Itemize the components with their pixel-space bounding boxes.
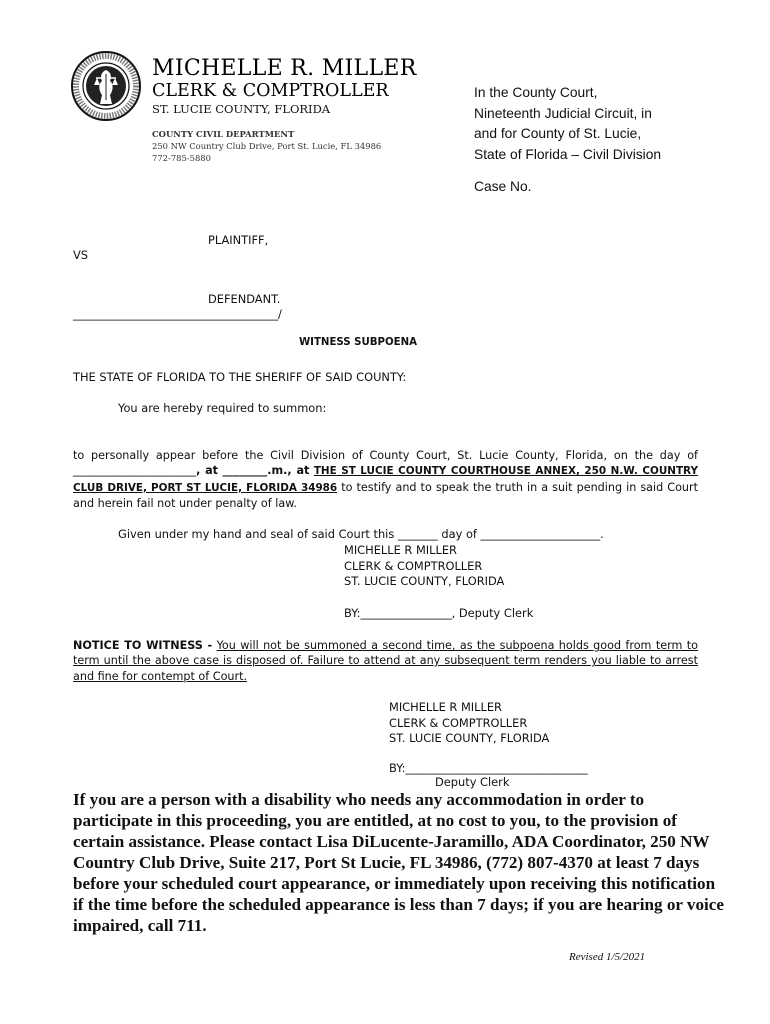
court-line: In the County Court, [474, 85, 598, 100]
department-title: COUNTY CIVIL DEPARTMENT [152, 129, 295, 139]
notice-label: NOTICE TO WITNESS - [73, 639, 213, 652]
defendant-label: DEFENDANT. [208, 292, 281, 306]
clerk-office: CLERK & COMPTROLLER [152, 81, 389, 101]
signer-name: MICHELLE R MILLER [389, 700, 502, 714]
ada-accommodation-notice: If you are a person with a disability who needs any accommodation in order to participate in this proceeding, you are entitled, at no cost to you, to the provision of certain assistance. Please contact Lisa DiLucente-Jaramillo, ADA Coordinator, 250 NW Country Club Drive, Suite 217, Port St Lucie, FL 34986, (772) 807-4370 at least 7 days before your scheduled court appearance, or immediately upon receiving this notification if the time before the scheduled appearance is less than 7 days; if you are hearing or voice impaired, call 711. [73, 790, 724, 935]
signature-block-second [389, 700, 549, 747]
court-caption [474, 83, 661, 165]
given-under-seal-line: Given under my hand and seal of said Court this _______ day of _____________________. [118, 527, 604, 541]
appearance-paragraph [73, 448, 698, 511]
time-blank: ________ [222, 464, 268, 478]
signer-office: CLERK & COMPTROLLER [344, 558, 483, 573]
department-address: 250 NW Country Club Drive, Port St. Lucie, FL 34986 [152, 141, 382, 151]
signer-name: MICHELLE R MILLER [344, 543, 457, 557]
document-title: WITNESS SUBPOENA [298, 337, 418, 348]
deputy-clerk-signature-line: BY:________________, Deputy Clerk [344, 606, 534, 620]
date-blank: ______________________ [73, 464, 197, 478]
court-line: and for County of St. Lucie, [474, 126, 642, 141]
court-line: State of Florida – Civil Division [474, 146, 662, 162]
clerk-county: ST. LUCIE COUNTY, FLORIDA [152, 102, 331, 116]
sheriff-address-line: THE STATE OF FLORIDA TO THE SHERIFF OF SAID COUNTY: [73, 370, 407, 384]
courthouse-location: THE ST LUCIE COUNTY COURTHOUSE ANNEX, 250 N.W. COUNTRY CLUB DRIVE, PORT ST LUCIE, FLORIDA 34986 [73, 465, 698, 494]
appearance-text: to personally appear before the Civil Division of County Court, St. Lucie County, Florida, on the day of [73, 449, 698, 462]
department-block [152, 128, 381, 164]
department-phone: 772-785-5880 [152, 153, 211, 163]
meridiem-label: .m., at [267, 464, 310, 478]
appearance-text-tail: to testify and to speak the truth in a suit pending in said Court and herein fail not under penalty of law. [73, 480, 699, 510]
deputy-clerk-signature-line-second: BY:________________________________ [389, 761, 588, 775]
signer-county: ST. LUCIE COUNTY, FLORIDA [389, 731, 550, 745]
notice-text: You will not be summoned a second time, as the subpoena holds good from term to term until the above case is disposed of. Failure to attend at any subsequent term renders you liable to arrest and fine for contempt of Court. [73, 639, 698, 683]
signature-block [344, 543, 504, 590]
signer-county: ST. LUCIE COUNTY, FLORIDA [344, 574, 505, 588]
caption-underline: ____________________________________/ [73, 307, 282, 321]
case-number-label: Case No. [474, 179, 532, 194]
revision-date: Revised 1/5/2021 [569, 951, 646, 963]
summon-line: You are hereby required to summon: [118, 401, 327, 415]
clerk-seal-logo [70, 50, 142, 122]
clerk-name: MICHELLE R. MILLER [152, 56, 417, 81]
at-label: , at [196, 464, 219, 478]
plaintiff-label: PLAINTIFF, [208, 233, 269, 247]
deputy-clerk-label: Deputy Clerk [435, 775, 510, 789]
versus-label: VS [73, 248, 89, 262]
signer-office: CLERK & COMPTROLLER [389, 715, 528, 730]
notice-to-witness [73, 638, 698, 684]
court-line: Nineteenth Judicial Circuit, in [474, 105, 652, 121]
